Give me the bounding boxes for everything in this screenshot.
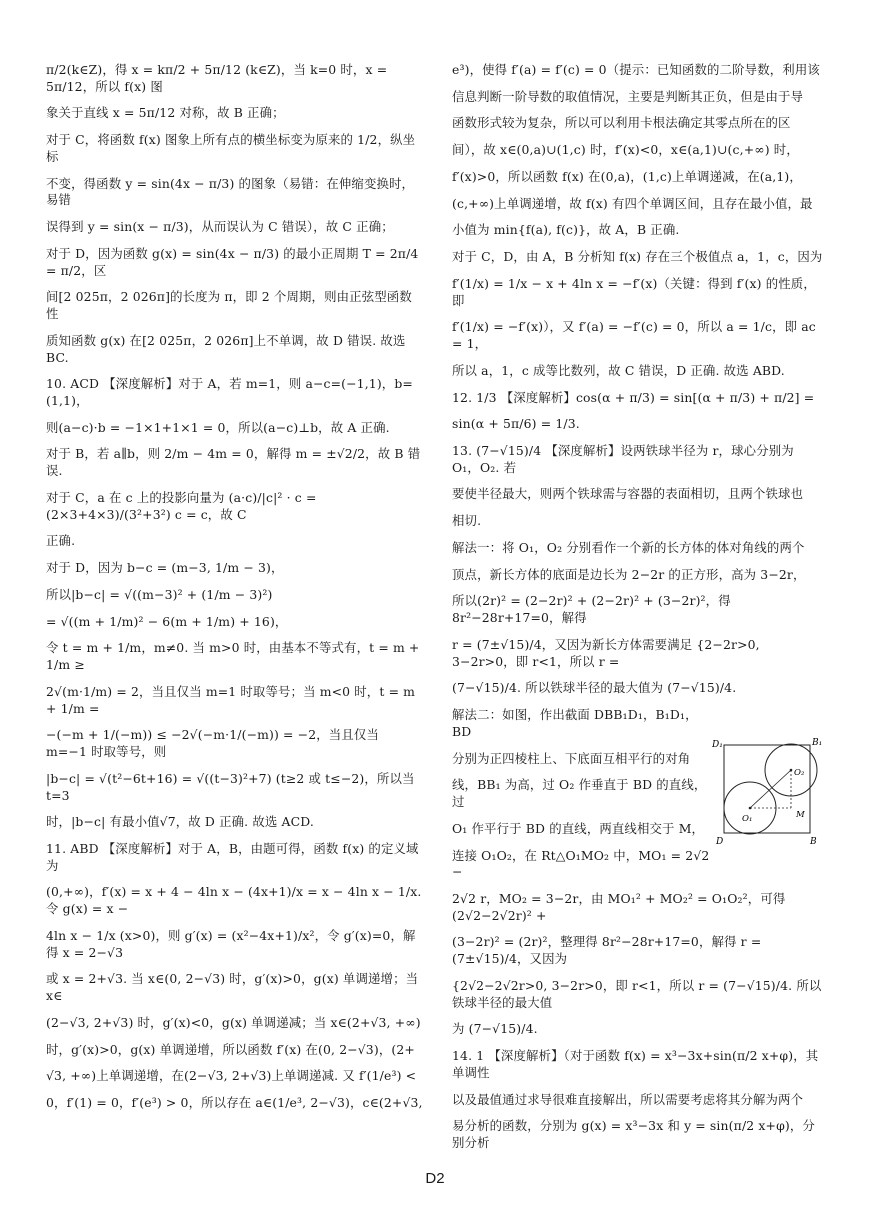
text-line: 则(a−c)·b = −1×1+1×1 = 0，所以(a−c)⊥b，故 A 正确. — [46, 419, 390, 435]
text-line: 4ln x − 1/x (x>0)，则 g′(x) = (x²−4x+1)/x²，令 g′(x)=0，解得 x = 2−√3 — [46, 927, 416, 960]
label-b: B — [810, 837, 817, 847]
text-line: 时，g′(x)>0，g(x) 单调递增，所以函数 f′(x) 在(0, 2−√3)，(2+ — [46, 1041, 415, 1057]
text-line: (c,+∞)上单调递增，故 f(x) 有四个单调区间，且存在最小值，最 — [452, 195, 813, 211]
left-column — [46, 62, 424, 1122]
text-line: 连接 O₁O₂，在 Rt△O₁MO₂ 中，MO₁ = 2√2 − — [452, 847, 714, 880]
text-line: f′(1/x) = −f′(x)），又 f′(a) = −f′(c) = 0，所以 a = 1/c，即 ac = 1， — [452, 319, 820, 352]
text-line: 相切. — [452, 513, 482, 529]
text-line: 误得到 y = sin(x − π/3)，从而误认为 C 错误），故 C 正确； — [46, 219, 394, 235]
text-line: 所以 a，1，c 成等比数列，故 C 错误，D 正确. 故选 ABD. — [452, 362, 785, 378]
cross-section-figure — [712, 737, 830, 847]
text-line: 顶点，新长方体的底面是边长为 2−2r 的正方形，高为 3−2r， — [452, 566, 806, 582]
text-line: 解法二：如图，作出截面 DBB₁D₁，B₁D₁，BD — [452, 707, 698, 739]
text-line: r = (7±√15)/4，又因为新长方体需要满足 {2−2r>0, 3−2r>0，即 r<1，所以 r = — [452, 636, 764, 669]
text-line: √3, +∞)上单调递增，在(2−√3, 2+√3)上单调递减. 又 f′(1/e³) < — [46, 1068, 417, 1084]
text-line: 正确. — [46, 533, 76, 549]
segment-o1o2 — [750, 770, 791, 808]
text-line: 分别为正四棱柱上、下底面互相平行的对角 — [452, 750, 691, 766]
text-line: (7−√15)/4. 所以铁球半径的最大值为 (7−√15)/4. — [452, 680, 737, 696]
text-line: 0，f′(1) = 0，f′(e³) > 0，所以存在 a∈(1/e³, 2−√3)，c∈(2+√3, — [46, 1095, 423, 1111]
text-line: 或 x = 2+√3. 当 x∈(0, 2−√3) 时，g′(x)>0，g(x) 单调递增；当 x∈ — [46, 971, 423, 1004]
label-o2: O₂ — [794, 768, 805, 778]
text-line: |b−c| = √(t²−6t+16) = √((t−3)²+7) (t≥2 或 t≤−2)，所以当 t=3 — [46, 770, 419, 803]
text-line: 2√2 r，MO₂ = 3−2r，由 MO₁² + MO₂² = O₁O₂²，可得 (2√2−2√2r)² + — [452, 890, 790, 923]
text-line: 解法一：将 O₁，O₂ 分别看作一个新的长方体的体对角线的两个 — [452, 539, 805, 555]
text-line: 对于 C，a 在 c 上的投影向量为 (a·c)/|c|² · c = (2×3+4×3)/(3²+3²) c = c，故 C — [46, 489, 321, 522]
text-line: 对于 D，因为 b−c = (m−3, 1/m − 3)， — [46, 560, 284, 576]
text-line: 12. 1/3 【深度解析】cos(α + π/3) = sin[(α + π/3) + π/2] = — [452, 389, 815, 405]
text-line: −(−m + 1/(−m)) ≤ −2√(−m·1/(−m)) = −2，当且仅当 m=−1 时取等号，则 — [46, 727, 384, 760]
text-line: 所以|b−c| = √((m−3)² + (1/m − 3)²) — [46, 586, 273, 602]
text-line: 14. 1 【深度解析】（对于函数 f(x) = x³−3x+sin(π/2 x+φ)，其单调性 — [452, 1048, 819, 1080]
label-o1: O₁ — [742, 814, 753, 824]
text-line: 以及最值通过求导很难直接解出，所以需要考虑将其分解为两个 — [452, 1091, 804, 1107]
text-line: 2√(m·1/m) = 2，当且仅当 m=1 时取等号；当 m<0 时，t = m + 1/m = — [46, 683, 420, 716]
label-d: D — [716, 837, 724, 847]
text-line: 令 t = m + 1/m，m≠0. 当 m>0 时，由基本不等式有，t = m + 1/m ≥ — [46, 640, 424, 673]
text-line: π/2(k∈Z)，得 x = kπ/2 + 5π/12 (k∈Z)，当 k=0 时，x = 5π/12，所以 f(x) 图 — [46, 62, 392, 94]
text-line: 时，|b−c| 有最小值√7，故 D 正确. 故选 ACD. — [46, 814, 314, 830]
text-line: 对于 D，因为函数 g(x) = sin(4x − π/3) 的最小正周期 T = 2π/4 = π/2，区 — [46, 245, 423, 278]
point-o1 — [749, 807, 752, 810]
text-line: 为 (7−√15)/4. — [452, 1021, 538, 1037]
text-line: 小值为 min{f(a), f(c)}，故 A，B 正确. — [452, 222, 680, 238]
text-line: 13. (7−√15)/4 【深度解析】设两铁球半径为 r，球心分别为 O₁，O₂. 若 — [452, 443, 798, 475]
text-line: 间），故 x∈(0,a)∪(1,c) 时，f′(x)<0，x∈(a,1)∪(c,+∞) 时， — [452, 142, 799, 158]
label-d1: D₁ — [712, 740, 723, 750]
text-line: (0,+∞)，f′(x) = x + 4 − 4ln x − (4x+1)/x = x − 4ln x − 1/x. 令 g(x) = x − — [46, 884, 426, 917]
text-line: sin(α + 5π/6) = 1/3. — [452, 416, 580, 432]
text-line: f′(1/x) = 1/x − x + 4ln x = −f′(x)（关键：得到 f′(x) 的性质，即 — [452, 275, 816, 308]
text-line: (2−√3, 2+√3) 时，g′(x)<0，g(x) 单调递减；当 x∈(2+√3, +∞) — [46, 1014, 421, 1030]
text-line: 10. ACD 【深度解析】对于 A，若 m=1，则 a−c=(−1,1)，b=(1,1)， — [46, 376, 413, 409]
text-line: 要使半径最大，则两个铁球需与容器的表面相切，且两个铁球也 — [452, 486, 804, 502]
text-line: 函数形式较为复杂，所以可以利用卡根法确定其零点所在的区 — [452, 115, 791, 131]
text-line: O₁ 作平行于 BD 的直线，两直线相交于 M， — [452, 820, 705, 836]
text-line: 信息判断一阶导数的取值情况，主要是判断其正负，但是由于导 — [452, 88, 804, 104]
text-line: f′(x)>0，所以函数 f(x) 在(0,a)，(1,c)上单调递减，在(a,1)， — [452, 168, 802, 184]
text-line: (3−2r)² = (2r)²，整理得 8r²−28r+17=0，解得 r = (7±√15)/4，又因为 — [452, 934, 766, 967]
page-number: D2 — [425, 1170, 445, 1187]
text-line: = √((m + 1/m)² − 6(m + 1/m) + 16)， — [46, 613, 288, 629]
text-line: 间[2 025π，2 026π]的长度为 π，即 2 个周期，则由正弦型函数性 — [46, 289, 412, 322]
text-line: 对于 C，D，由 A，B 分析知 f(x) 存在三个极值点 a，1，c，因为 — [452, 249, 823, 265]
right-column — [452, 62, 824, 1162]
text-line: 易分析的函数，分别为 g(x) = x³−3x 和 y = sin(π/2 x+φ)，分别分析 — [452, 1118, 815, 1151]
text-line: 质知函数 g(x) 在[2 025π，2 026π]上不单调，故 D 错误. 故选 BC. — [46, 332, 410, 365]
label-b1: B₁ — [812, 738, 823, 748]
text-line: 线，BB₁ 为高，过 O₂ 作垂直于 BD 的直线，过 — [452, 777, 707, 810]
text-line: 对于 B，若 a∥b，则 2/m − 4m = 0，解得 m = ±√2/2，故 B 错误. — [46, 446, 421, 479]
text-line: 不变，得函数 y = sin(4x − π/3) 的图象（易错：在伸缩变换时，易错 — [46, 175, 415, 208]
label-m: M — [796, 810, 805, 820]
text-line: e³)，使得 f′(a) = f′(c) = 0（提示：已知函数的二阶导数，利用该 — [452, 62, 820, 77]
point-o2 — [790, 769, 793, 772]
text-line: 对于 C，将函数 f(x) 图象上所有点的横坐标变为原来的 1/2，纵坐标 — [46, 132, 416, 164]
text-line: 所以(2r)² = (2−2r)² + (2−2r)² + (3−2r)²，得 8r²−28r+17=0，解得 — [452, 593, 735, 626]
text-line: 11. ABD 【深度解析】对于 A，B，由题可得，函数 f(x) 的定义域为 — [46, 840, 419, 873]
text-line: 象关于直线 x = 5π/12 对称，故 B 正确； — [46, 105, 285, 121]
text-line: {2√2−2√2r>0, 3−2r>0，即 r<1，所以 r = (7−√15)/4. 所以铁球半径的最大值 — [452, 977, 822, 1010]
